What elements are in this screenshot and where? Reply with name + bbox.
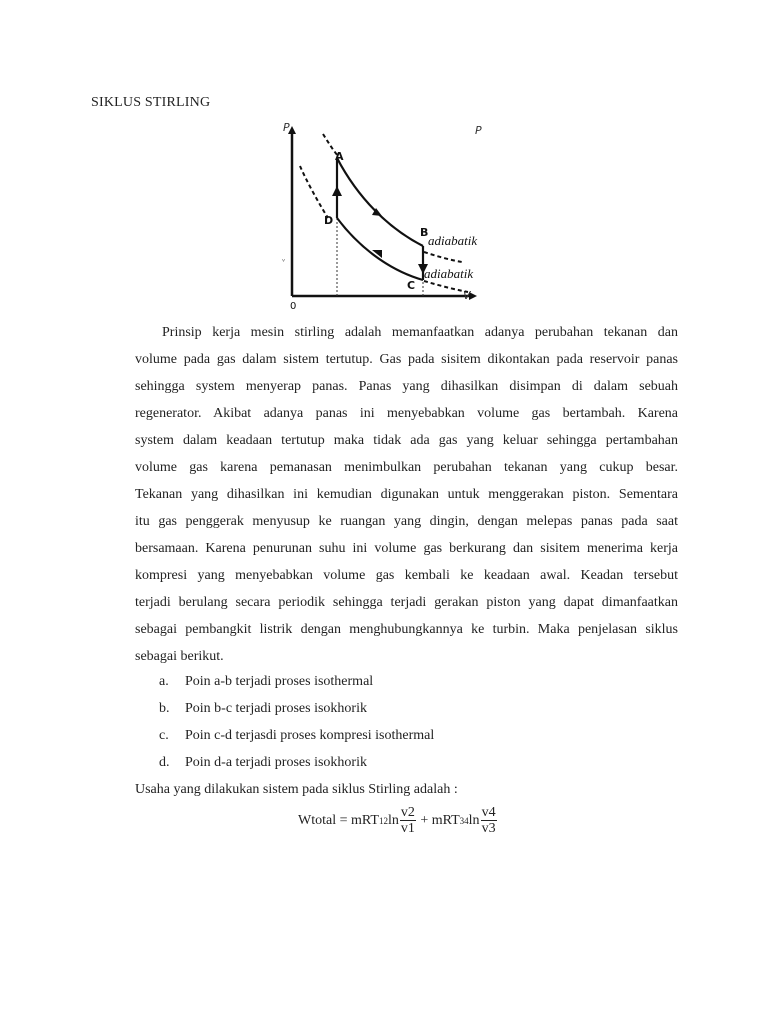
list-item-text: Poin d-a terjadi proses isokhorik xyxy=(185,755,367,770)
work-formula xyxy=(298,805,498,836)
paragraph-line: sebagai pembangkit listrik dengan menghubungkannya ke turbin. Maka penjelasan siklus xyxy=(135,622,678,637)
paragraph-line: itu gas penggerak menyusup ke ruangan yang dingin, dengan melepas panas pada saat xyxy=(135,514,678,529)
list-item xyxy=(159,722,434,749)
list-item-text: Poin a-b terjadi proses isothermal xyxy=(185,674,374,689)
adiabatic-label-1: adiabatik xyxy=(428,233,478,248)
y-axis-label-right: P xyxy=(475,124,482,137)
page-title: SIKLUS STIRLING xyxy=(91,95,211,110)
adiabat-left xyxy=(300,166,328,218)
point-b-label: B xyxy=(420,226,429,239)
paragraph-line: terjadi berulang secara periodik sehingga terjadi gerakan piston yang dapat dimanfaatkan xyxy=(135,595,678,610)
y-axis-label: P xyxy=(283,121,290,134)
formula-ln-2: ln xyxy=(468,812,480,828)
fraction-v2-v1 xyxy=(400,805,416,836)
paragraph-line: Tekanan yang dihasilkan ini kemudian digunakan untuk menggerakan piston. Sementara xyxy=(135,487,678,502)
point-a-label: A xyxy=(335,150,344,163)
paragraph-line: bersamaan. Karena penurunan suhu ini volume gas berkurang dan sisitem menerima kerja xyxy=(135,541,678,556)
small-tick-label: ᵛ xyxy=(282,257,286,266)
paragraph-line: kompresi yang menyebabkan volume gas kembali ke keadaan awal. Keadan tersebut xyxy=(135,568,678,583)
adiabat-right-bottom xyxy=(424,281,468,292)
work-intro-text: Usaha yang dilakukan sistem pada siklus Stirling adalah : xyxy=(135,782,458,797)
origin-label: 0 xyxy=(290,301,297,312)
paragraph-line: regenerator. Akibat adanya panas ini menyebabkan volume gas bertambah. Karena xyxy=(135,406,678,421)
x-axis-label: V xyxy=(463,289,471,302)
list-item xyxy=(159,668,434,695)
paragraph-line: volume gas karena pemanasan menimbulkan perubahan tekanan yang cukup besar. xyxy=(135,460,678,475)
list-item xyxy=(159,695,434,722)
formula-ln-1: ln xyxy=(387,812,399,828)
point-d-label: D xyxy=(324,214,334,227)
paragraph-line: volume pada gas dalam sistem tertutup. Gas pada sisitem dikontakan pada reservoir panas xyxy=(135,352,678,367)
list-marker: d. xyxy=(159,755,170,770)
list-item xyxy=(159,749,434,776)
fraction-numerator: v4 xyxy=(481,805,496,820)
paragraph-line: sehingga system menyerap panas. Panas yang dihasilkan disimpan di dalam sebuah xyxy=(135,379,678,394)
formula-lhs: Wtotal = mRT xyxy=(298,812,379,828)
formula-plus-term: + mRT xyxy=(416,812,460,828)
point-c-label: C xyxy=(407,279,416,292)
body-paragraph xyxy=(135,319,678,670)
list-marker: b. xyxy=(159,701,170,716)
paragraph-line: system dalam keadaan tertutup maka tidak ada gas yang keluar sehingga pertambahan xyxy=(135,433,678,448)
paragraph-line: Prinsip kerja mesin stirling adalah memanfaatkan adanya perubahan tekanan dan xyxy=(162,325,678,340)
fraction-denominator: v3 xyxy=(481,821,496,836)
process-list xyxy=(159,668,434,776)
fraction-v4-v3 xyxy=(481,805,497,836)
list-item-text: Poin b-c terjadi proses isokhorik xyxy=(185,701,367,716)
adiabatic-label-2: adiabatik xyxy=(424,266,474,281)
formula-sub-12: 12 xyxy=(378,815,388,826)
pv-diagram xyxy=(278,118,490,314)
list-marker: a. xyxy=(159,674,169,689)
paragraph-line: sebagai berikut. xyxy=(135,649,224,664)
fraction-numerator: v2 xyxy=(400,805,415,820)
arrow-da xyxy=(332,186,342,196)
list-marker: c. xyxy=(159,728,169,743)
pv-diagram-svg xyxy=(278,118,490,314)
fraction-denominator: v1 xyxy=(400,821,415,836)
formula-sub-34: 34 xyxy=(459,815,469,826)
list-item-text: Poin c-d terjasdi proses kompresi isothermal xyxy=(185,728,435,743)
adiabat-right-top xyxy=(424,252,462,262)
isotherm-cd xyxy=(337,218,423,280)
